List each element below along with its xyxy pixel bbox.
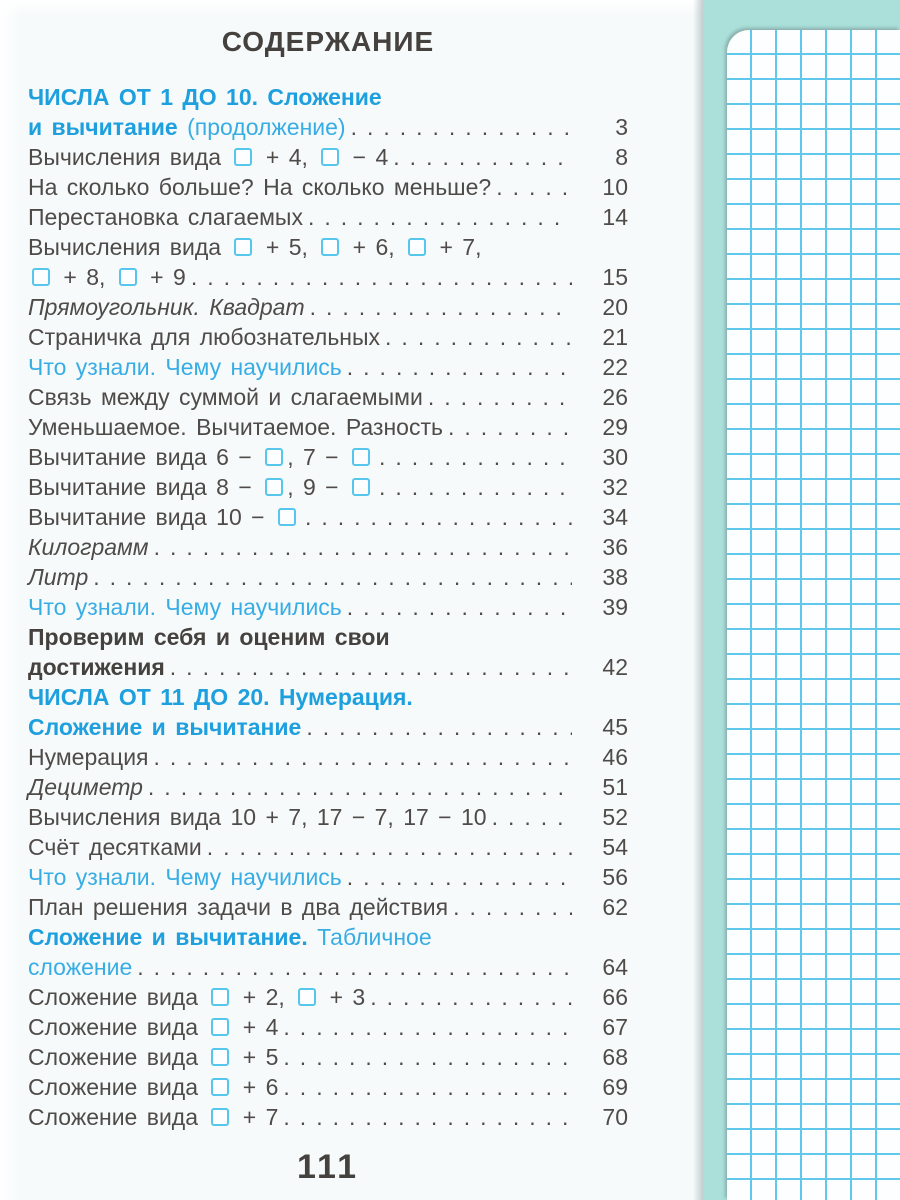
toc-text-segment: + 5 <box>233 1044 279 1070</box>
toc-entry-text <box>28 622 390 652</box>
page-ref: 52 <box>602 804 628 830</box>
toc-entry-line <box>28 322 628 352</box>
page-ref: 38 <box>602 564 628 590</box>
page-ref: 39 <box>602 594 628 620</box>
toc-entry-line <box>28 1042 628 1072</box>
toc-text-segment: Сложение вида <box>28 1104 208 1130</box>
toc-entry-line <box>28 1102 628 1132</box>
page-ref: 70 <box>602 1104 628 1130</box>
box-symbol-icon <box>211 1078 229 1096</box>
toc-entry-text <box>28 742 149 772</box>
dot-leader <box>283 1012 572 1042</box>
dot-leader <box>351 112 572 142</box>
toc-text-segment: Что узнали. Чему научились <box>28 594 342 620</box>
toc-entry-line <box>28 82 628 112</box>
toc-text-segment: + 9 <box>140 264 186 290</box>
box-symbol-icon <box>321 148 339 166</box>
toc-text-segment: (продолжение) <box>177 114 346 140</box>
page-ref: 56 <box>602 864 628 890</box>
dot-leader <box>308 202 572 232</box>
page-title: СОДЕРЖАНИЕ <box>221 26 435 57</box>
dot-leader <box>283 1072 572 1102</box>
toc-entry-text <box>28 412 443 442</box>
toc-entry-line <box>28 892 628 922</box>
dot-leader <box>170 652 572 682</box>
toc-entry-text <box>28 922 432 952</box>
dot-leader <box>370 982 572 1012</box>
dot-leader <box>154 532 572 562</box>
toc-entry-text <box>28 502 300 532</box>
box-symbol-icon <box>278 508 296 526</box>
toc-entry-line <box>28 712 628 742</box>
page-ref: 15 <box>602 264 628 290</box>
toc-entry-line <box>28 262 628 292</box>
contents-page <box>28 26 628 1187</box>
toc-entry-text <box>28 382 423 412</box>
toc-entry-text <box>28 202 303 232</box>
box-symbol-icon <box>119 268 137 286</box>
toc-text-segment: и вычитание <box>28 114 178 140</box>
toc-entry-text <box>28 292 305 322</box>
toc-entry-text <box>28 1102 278 1132</box>
toc-text-segment: Вычитание вида 10 − <box>28 504 274 530</box>
dot-leader <box>154 742 572 772</box>
toc-text-segment: Что узнали. Чему научились <box>28 864 342 890</box>
toc-entry-text <box>28 322 380 352</box>
page-ref: 22 <box>602 354 628 380</box>
toc-entry-line <box>28 112 628 142</box>
box-symbol-icon <box>352 448 370 466</box>
toc-entry-line <box>28 442 628 472</box>
dot-leader <box>148 772 572 802</box>
notebook-grid-paper <box>727 30 900 1200</box>
toc-text-segment: + 7 <box>233 1104 279 1130</box>
box-symbol-icon <box>321 238 339 256</box>
toc-text-segment: + 7, <box>430 234 482 260</box>
scan-edge-top <box>0 0 703 16</box>
dot-leader <box>191 262 572 292</box>
toc-entry-line <box>28 952 628 982</box>
toc-entry-text <box>28 1042 278 1072</box>
dot-leader <box>379 442 572 472</box>
toc-entry-line <box>28 832 628 862</box>
toc-text-segment: + 2, <box>233 984 295 1010</box>
toc-text-segment: Нумерация <box>28 744 149 770</box>
toc-text-segment: Перестановка слагаемых <box>28 204 303 230</box>
box-symbol-icon <box>352 478 370 496</box>
toc-entry-line <box>28 232 628 262</box>
toc-entry-text <box>28 172 491 202</box>
toc-text-segment: Сложение вида <box>28 1044 208 1070</box>
toc-entry-text <box>28 352 342 382</box>
toc-entry-line <box>28 982 628 1012</box>
toc-entry-line <box>28 532 628 562</box>
dot-leader <box>385 322 572 352</box>
toc-entry-line <box>28 682 628 712</box>
dot-leader <box>496 172 572 202</box>
page-ref: 34 <box>602 504 628 530</box>
page-ref: 62 <box>602 894 628 920</box>
toc-entry-text <box>28 532 149 562</box>
toc-entry-line <box>28 202 628 232</box>
box-symbol-icon <box>265 478 283 496</box>
toc-text-segment: Что узнали. Чему научились <box>28 354 342 380</box>
toc-text-segment: + 8, <box>54 264 115 290</box>
toc-entry-line <box>28 412 628 442</box>
page-ref: 8 <box>615 144 628 170</box>
toc-entry-text <box>28 442 374 472</box>
toc-entry-text <box>28 712 301 742</box>
toc-entry-text <box>28 772 143 802</box>
toc-entry-text <box>28 832 202 862</box>
dot-leader <box>283 1042 572 1072</box>
toc-text-segment: План решения задачи в два действия <box>28 894 449 920</box>
toc-text-segment: + 6, <box>343 234 405 260</box>
page-ref: 3 <box>615 114 628 140</box>
toc-entry-line <box>28 592 628 622</box>
dot-leader <box>306 712 572 742</box>
dot-leader <box>393 142 572 172</box>
toc-entry-text <box>28 1012 278 1042</box>
toc-entry-text <box>28 892 448 922</box>
toc-entry-line <box>28 802 628 832</box>
toc-entry-line <box>28 622 628 652</box>
box-symbol-icon <box>298 988 316 1006</box>
toc-entry-line <box>28 742 628 772</box>
toc-text-segment: Проверим себя и оценим свои <box>28 624 390 650</box>
dot-leader <box>207 832 572 862</box>
toc-text-segment: Уменьшаемое. Вычитаемое. Разность <box>28 414 443 440</box>
box-symbol-icon <box>234 238 252 256</box>
toc-entry-line <box>28 172 628 202</box>
toc-text-segment: , 7 − <box>287 444 348 470</box>
page-ref: 64 <box>602 954 628 980</box>
toc-entry-text <box>28 652 165 682</box>
toc-entry-text <box>28 592 342 622</box>
dot-leader <box>428 382 572 412</box>
dot-leader <box>347 592 572 622</box>
toc-text-segment: Сложение вида <box>28 984 208 1010</box>
toc-entry-line <box>28 922 628 952</box>
scan-edge-left <box>0 0 22 1200</box>
toc-text-segment: Прямоугольник. Квадрат <box>28 294 305 320</box>
toc-text-segment: ЧИСЛА ОТ 1 ДО 10. Сложение <box>28 84 382 110</box>
toc-text-segment: Счёт десятками <box>28 834 202 860</box>
toc-text-segment: Сложение и вычитание <box>28 714 302 740</box>
toc-entry-line <box>28 772 628 802</box>
page-ref: 68 <box>602 1044 628 1070</box>
toc-text-segment: На сколько больше? На сколько меньше? <box>28 174 492 200</box>
toc-text-segment: сложение <box>28 954 133 980</box>
page-ref: 54 <box>602 834 628 860</box>
box-symbol-icon <box>211 988 229 1006</box>
page-ref: 67 <box>602 1014 628 1040</box>
box-symbol-icon <box>211 1108 229 1126</box>
page-ref: 10 <box>602 174 628 200</box>
notebook-cover-panel <box>703 0 900 1200</box>
page-ref: 20 <box>602 294 628 320</box>
table-of-contents <box>28 82 628 1132</box>
toc-text-segment: + 4, <box>256 144 318 170</box>
dot-leader <box>310 292 572 322</box>
toc-entry-line <box>28 352 628 382</box>
toc-text-segment: − 4 <box>343 144 389 170</box>
dot-leader <box>305 502 572 532</box>
toc-entry-text <box>28 262 186 292</box>
page-number: 111 <box>297 1148 359 1186</box>
page-ref: 46 <box>602 744 628 770</box>
dot-leader <box>448 412 572 442</box>
page-ref: 14 <box>602 204 628 230</box>
toc-text-segment: Вычитание вида 6 − <box>28 444 262 470</box>
toc-text-segment: Вычисления вида <box>28 234 231 260</box>
toc-text-segment: Вычисления вида 10 + 7, 17 − 7, 17 − 10 <box>28 804 487 830</box>
toc-text-segment: + 6 <box>233 1074 279 1100</box>
dot-leader <box>137 952 572 982</box>
box-symbol-icon <box>234 148 252 166</box>
toc-entry-line <box>28 472 628 502</box>
toc-text-segment: Сложение вида <box>28 1014 208 1040</box>
toc-entry-text <box>28 142 388 172</box>
toc-text-segment: Сложение вида <box>28 1074 208 1100</box>
page-ref: 42 <box>602 654 628 680</box>
toc-text-segment: Связь между суммой и слагаемыми <box>28 384 423 410</box>
toc-text-segment: Сложение и вычитание. <box>28 924 308 950</box>
toc-entry-text <box>28 982 365 1012</box>
dot-leader <box>283 1102 572 1132</box>
toc-text-segment: + 4 <box>233 1014 279 1040</box>
toc-text-segment: достижения <box>28 654 165 680</box>
box-symbol-icon <box>408 238 426 256</box>
box-symbol-icon <box>211 1018 229 1036</box>
toc-entry-text <box>28 82 382 112</box>
toc-entry-text <box>28 232 481 262</box>
box-symbol-icon <box>32 268 50 286</box>
toc-entry-text <box>28 802 487 832</box>
dot-leader <box>492 802 572 832</box>
toc-entry-line <box>28 502 628 532</box>
page-ref: 21 <box>602 324 628 350</box>
page-edge-shadow <box>693 0 703 1200</box>
box-symbol-icon <box>265 448 283 466</box>
dot-leader <box>379 472 572 502</box>
dot-leader <box>93 562 572 592</box>
toc-entry-text <box>28 1072 278 1102</box>
page-ref: 69 <box>602 1074 628 1100</box>
toc-entry-line <box>28 292 628 322</box>
toc-text-segment: Литр <box>28 564 89 590</box>
toc-entry-line <box>28 562 628 592</box>
toc-text-segment: Вычитание вида 8 − <box>28 474 262 500</box>
toc-entry-line <box>28 1012 628 1042</box>
toc-text-segment: Табличное <box>307 924 432 950</box>
toc-entry-text <box>28 112 346 142</box>
page-ref: 26 <box>602 384 628 410</box>
page-ref: 29 <box>602 414 628 440</box>
toc-text-segment: ЧИСЛА ОТ 11 ДО 20. Нумерация. <box>28 684 413 710</box>
page-ref: 30 <box>602 444 628 470</box>
page-ref: 32 <box>602 474 628 500</box>
dot-leader <box>347 862 572 892</box>
toc-entry-line <box>28 142 628 172</box>
toc-entry-text <box>28 862 342 892</box>
toc-entry-text <box>28 682 413 712</box>
toc-entry-line <box>28 1072 628 1102</box>
page-ref: 36 <box>602 534 628 560</box>
toc-text-segment: + 3 <box>320 984 366 1010</box>
toc-text-segment: Вычисления вида <box>28 144 231 170</box>
page-ref: 45 <box>602 714 628 740</box>
toc-text-segment: , 9 − <box>287 474 348 500</box>
toc-entry-text <box>28 562 88 592</box>
box-symbol-icon <box>211 1048 229 1066</box>
page-ref: 66 <box>602 984 628 1010</box>
page-ref: 51 <box>602 774 628 800</box>
toc-entry-text <box>28 472 374 502</box>
toc-entry-line <box>28 652 628 682</box>
toc-text-segment: Дециметр <box>28 774 143 800</box>
toc-text-segment: Страничка для любознательных <box>28 324 381 350</box>
toc-text-segment: Килограмм <box>28 534 149 560</box>
dot-leader <box>453 892 572 922</box>
toc-entry-line <box>28 382 628 412</box>
toc-text-segment: + 5, <box>256 234 318 260</box>
toc-entry-text <box>28 952 132 982</box>
toc-entry-line <box>28 862 628 892</box>
dot-leader <box>347 352 572 382</box>
